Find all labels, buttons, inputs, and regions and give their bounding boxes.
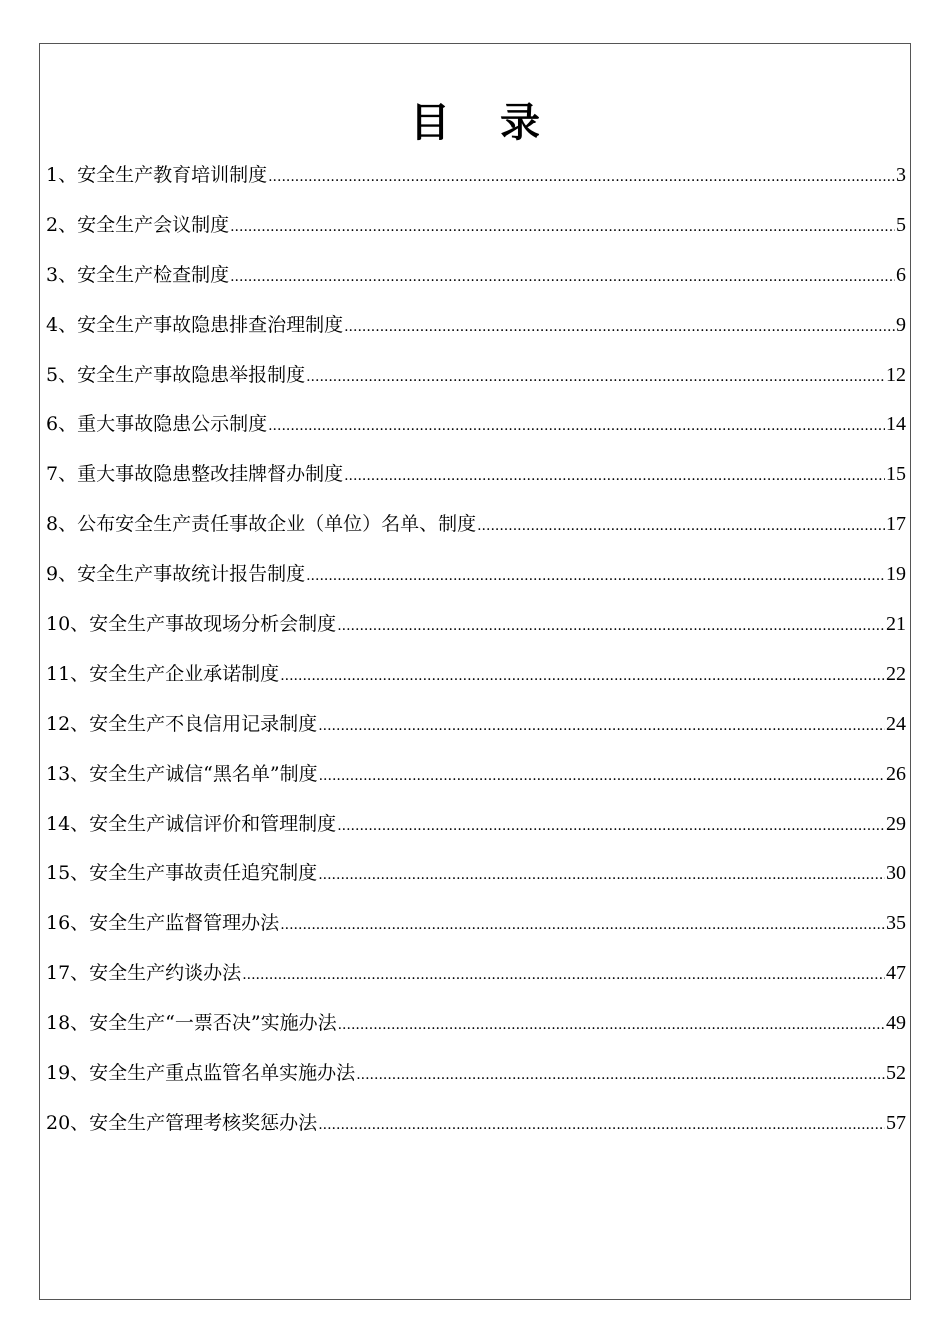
toc-entry-page: 29 <box>886 812 906 835</box>
toc-entry-11[interactable] <box>46 656 906 706</box>
toc-entry-7[interactable] <box>46 456 906 506</box>
toc-entry-label: 19、安全生产重点监管名单实施办法 <box>46 1062 356 1085</box>
toc-entry-page: 15 <box>886 463 906 486</box>
toc-leader-dots <box>319 758 885 794</box>
toc-leader-dots <box>337 608 885 644</box>
toc-leader-dots <box>477 508 885 544</box>
toc-entry-page: 57 <box>886 1111 906 1134</box>
toc-leader-dots <box>338 1007 885 1043</box>
toc-entry-9[interactable] <box>46 556 906 606</box>
toc-entry-12[interactable] <box>46 706 906 756</box>
toc-entry-page: 5 <box>896 213 906 236</box>
toc-leader-dots <box>230 259 895 295</box>
toc-entry-10[interactable] <box>46 606 906 656</box>
toc-entry-label: 12、安全生产不良信用记录制度 <box>46 712 318 735</box>
toc-entry-label: 11、安全生产企业承诺制度 <box>46 662 280 685</box>
toc-entry-label: 10、安全生产事故现场分析会制度 <box>46 613 337 636</box>
toc-entry-page: 9 <box>896 313 906 336</box>
toc-entry-3[interactable] <box>46 257 906 307</box>
toc-entry-page: 17 <box>886 513 906 536</box>
toc-leader-dots <box>306 359 885 395</box>
toc-entry-page: 22 <box>886 662 906 685</box>
toc-entry-19[interactable] <box>46 1055 906 1105</box>
toc-entry-15[interactable] <box>46 855 906 905</box>
toc-entry-label: 15、安全生产事故责任追究制度 <box>46 862 318 885</box>
toc-entry-label: 8、公布安全生产责任事故企业（单位）名单、制度 <box>46 513 477 536</box>
toc-entry-1[interactable] <box>46 157 906 207</box>
toc-entry-8[interactable] <box>46 506 906 556</box>
toc-entry-label: 3、安全生产检查制度 <box>46 263 230 286</box>
toc-entry-page: 52 <box>886 1062 906 1085</box>
toc-entry-page: 6 <box>896 263 906 286</box>
toc-entry-page: 30 <box>886 862 906 885</box>
toc-entry-page: 49 <box>886 1012 906 1035</box>
toc-entry-label: 6、重大事故隐患公示制度 <box>46 413 268 436</box>
toc-entry-17[interactable] <box>46 955 906 1005</box>
toc-leader-dots <box>356 1057 885 1093</box>
toc-leader-dots <box>337 808 885 844</box>
toc-entry-label: 9、安全生产事故统计报告制度 <box>46 563 306 586</box>
toc-leader-dots <box>306 558 885 594</box>
toc-leader-dots <box>280 907 885 943</box>
toc-entry-label: 2、安全生产会议制度 <box>46 213 230 236</box>
toc-entry-6[interactable] <box>46 406 906 456</box>
toc-entry-16[interactable] <box>46 905 906 955</box>
toc-entry-page: 24 <box>886 712 906 735</box>
toc-leader-dots <box>318 1107 885 1143</box>
toc-leader-dots <box>318 708 885 744</box>
toc-entry-page: 21 <box>886 613 906 636</box>
toc-entry-label: 18、安全生产“一票否决”实施办法 <box>46 1012 337 1035</box>
toc-entry-label: 14、安全生产诚信评价和管理制度 <box>46 812 337 835</box>
document-title: 目 录 <box>410 99 558 146</box>
toc-leader-dots <box>242 957 885 993</box>
toc-entry-label: 16、安全生产监督管理办法 <box>46 912 280 935</box>
toc-entry-14[interactable] <box>46 806 906 856</box>
toc-entry-page: 26 <box>886 762 906 785</box>
toc-entry-label: 13、安全生产诚信“黑名单”制度 <box>46 762 318 785</box>
toc-entry-18[interactable] <box>46 1005 906 1055</box>
toc-entry-20[interactable] <box>46 1105 906 1155</box>
toc-leader-dots <box>268 159 895 195</box>
toc-entry-2[interactable] <box>46 207 906 257</box>
toc-entry-label: 17、安全生产约谈办法 <box>46 962 242 985</box>
toc-leader-dots <box>344 309 895 345</box>
toc-entry-page: 35 <box>886 912 906 935</box>
toc-entry-5[interactable] <box>46 357 906 407</box>
toc-entry-label: 5、安全生产事故隐患举报制度 <box>46 363 306 386</box>
toc-entry-page: 14 <box>886 413 906 436</box>
toc-entry-label: 1、安全生产教育培训制度 <box>46 164 268 186</box>
toc-leader-dots <box>230 209 895 245</box>
toc-entry-page: 3 <box>896 164 906 186</box>
toc-entry-4[interactable] <box>46 307 906 357</box>
toc-entry-label: 20、安全生产管理考核奖惩办法 <box>46 1111 318 1134</box>
toc-entry-13[interactable] <box>46 756 906 806</box>
toc-entry-page: 19 <box>886 563 906 586</box>
toc-entry-page: 12 <box>886 363 906 386</box>
toc-leader-dots <box>344 458 885 494</box>
toc-leader-dots <box>280 658 885 694</box>
toc-leader-dots <box>318 857 885 893</box>
toc-entry-label: 4、安全生产事故隐患排查治理制度 <box>46 313 344 336</box>
toc-entry-page: 47 <box>886 962 906 985</box>
table-of-contents <box>46 157 906 1155</box>
toc-leader-dots <box>268 408 885 444</box>
toc-entry-label: 7、重大事故隐患整改挂牌督办制度 <box>46 463 344 486</box>
